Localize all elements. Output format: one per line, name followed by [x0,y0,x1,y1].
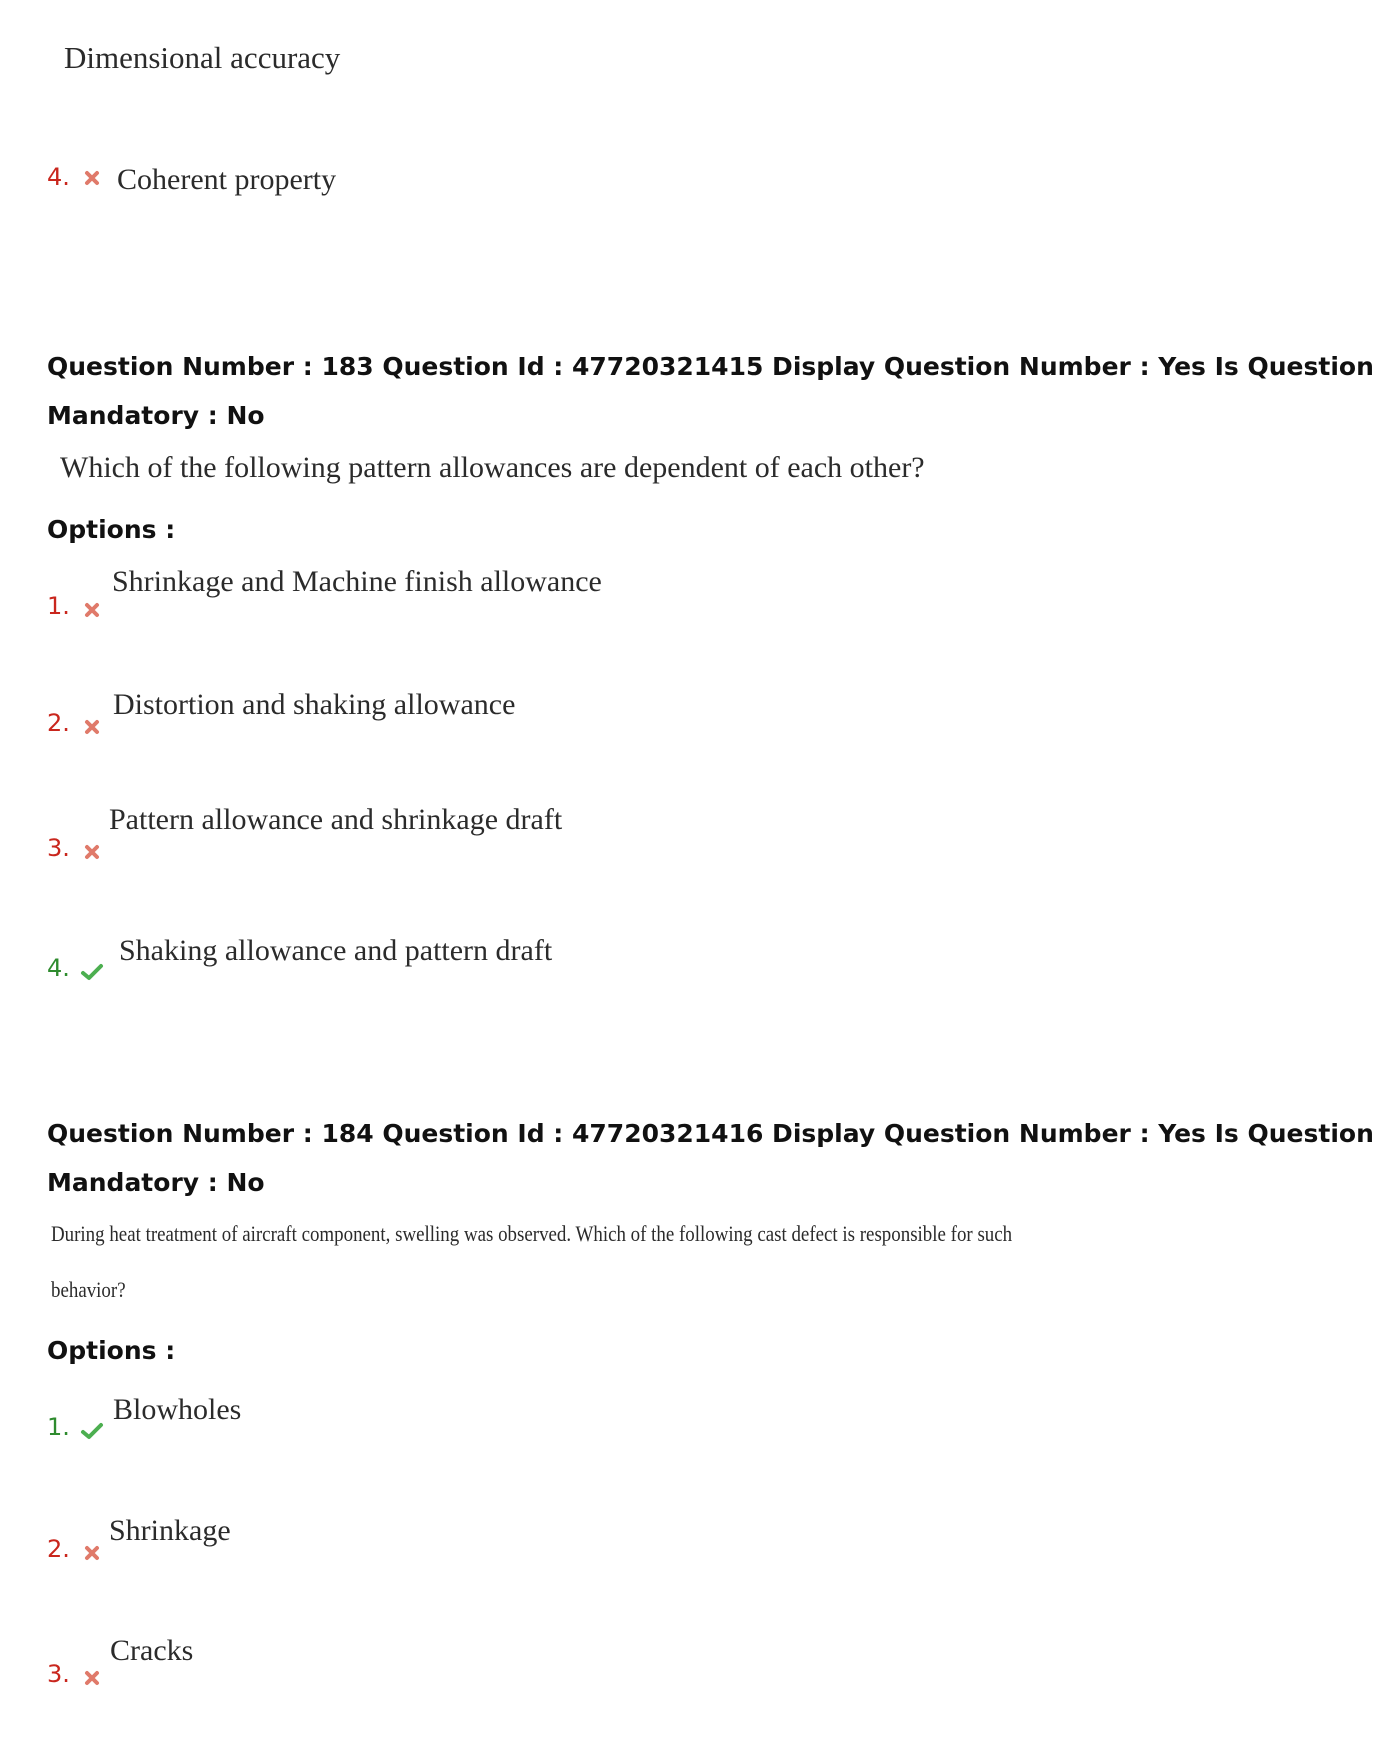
option-number: 4. [47,954,70,982]
option-row [47,1413,104,1441]
option-text: Coherent property [117,163,337,196]
option-row [47,1660,102,1688]
option-text: Cracks [110,1634,194,1667]
option-row [47,834,102,862]
question-header: Question Number : 183 Question Id : 47720321415 Display Question Number : Yes Is Question [47,352,1374,381]
cross-icon [82,842,102,862]
option-text: Dimensional accuracy [64,40,341,75]
option-text: Shaking allowance and pattern draft [119,934,553,967]
question-text: During heat treatment of aircraft component, swelling was observed. Which of the following cast defect is responsible for such [51,1221,1013,1246]
option-row [47,1535,102,1563]
question-text: Which of the following pattern allowances are dependent of each other? [60,451,925,484]
option-number: 3. [47,1660,70,1688]
cross-icon [82,1543,102,1563]
option-number: 3. [47,834,70,862]
option-row [47,592,102,620]
option-number: 1. [47,1413,70,1441]
question-mandatory: Mandatory : No [47,401,265,430]
check-icon [80,1421,104,1441]
option-text: Blowholes [113,1393,242,1426]
options-label: Options : [47,1336,176,1365]
option-text: Pattern allowance and shrinkage draft [109,803,563,836]
option-text: Distortion and shaking allowance [113,688,516,721]
question-mandatory: Mandatory : No [47,1168,265,1197]
check-icon [80,962,104,982]
option-number: 4. [47,163,70,191]
question-text: behavior? [51,1277,126,1302]
option-number: 2. [47,1535,70,1563]
cross-icon [82,717,102,737]
question-header: Question Number : 184 Question Id : 47720321416 Display Question Number : Yes Is Question [47,1119,1374,1148]
option-row [47,709,102,737]
options-label: Options : [47,515,176,544]
option-number: 1. [47,592,70,620]
cross-icon [82,168,102,188]
cross-icon [82,1668,102,1688]
option-row [47,163,102,191]
option-number: 2. [47,709,70,737]
option-text: Shrinkage [109,1514,231,1547]
option-text: Shrinkage and Machine finish allowance [112,565,602,598]
cross-icon [82,600,102,620]
option-row [47,954,104,982]
